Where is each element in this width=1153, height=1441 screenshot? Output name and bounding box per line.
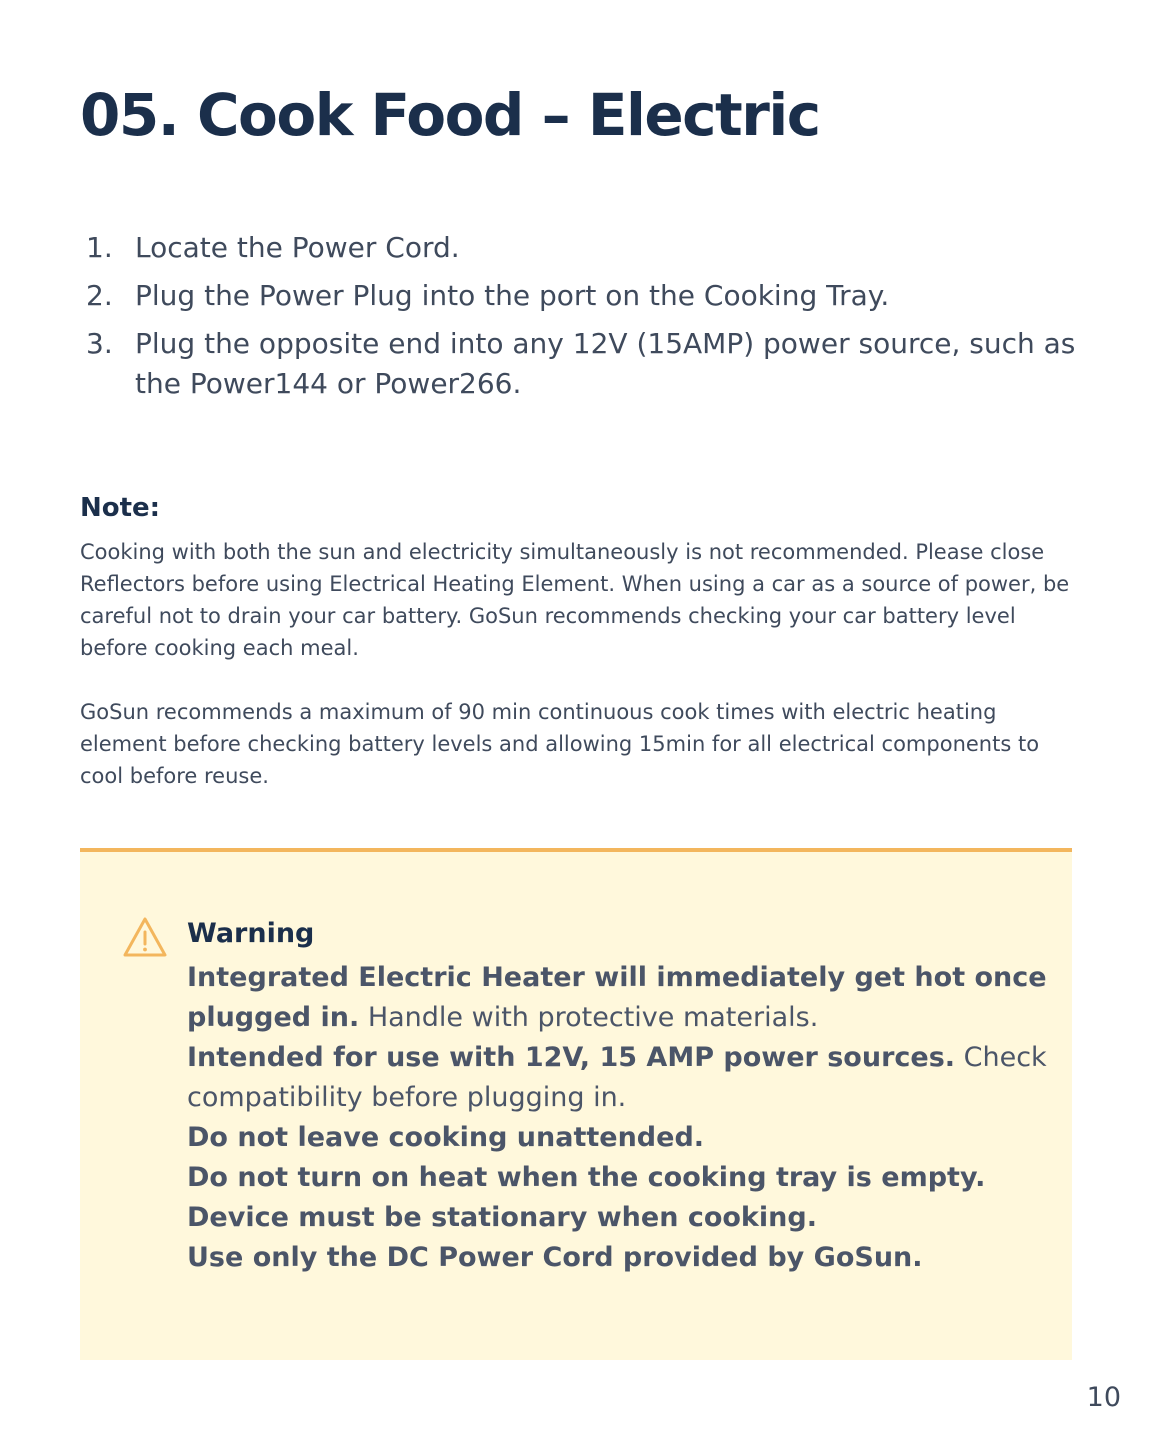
warning-bold-text: Integrated Electric Heater will immediately get hot once plugged in. <box>187 962 1047 1033</box>
warning-bold-text: Do not turn on heat when the cooking tray is empty. <box>187 1162 986 1193</box>
step-text: Plug the Power Plug into the port on the Cooking Tray. <box>135 279 890 312</box>
warning-text-span: Handle with protective materials. <box>367 1002 819 1033</box>
step-text: Plug the opposite end into any 12V (15AMP) power source, such as the Power144 or Power266. <box>135 327 1076 400</box>
note-paragraph: GoSun recommends a maximum of 90 min continuous cook times with electric heating element before checking battery levels and allowing 15min for all electrical components to cool before reuse. <box>80 700 1040 788</box>
warning-bold-text: Use only the DC Power Cord provided by GoSun. <box>187 1242 923 1273</box>
warning-content <box>187 910 1047 1278</box>
warning-box <box>80 848 1072 1360</box>
steps-list <box>86 228 1076 412</box>
warning-text <box>187 958 1047 1278</box>
step-text: Locate the Power Cord. <box>135 231 460 264</box>
list-item <box>86 276 1076 316</box>
warning-bold-text: Do not leave cooking unattended. <box>187 1122 705 1153</box>
warning-bold-text: Device must be stationary when cooking. <box>187 1202 817 1233</box>
page-title: 05. Cook Food – Electric <box>80 81 820 149</box>
list-item <box>86 324 1076 404</box>
step-number: 1. <box>86 231 113 264</box>
list-item <box>86 228 1076 268</box>
warning-title: Warning <box>187 918 315 949</box>
warning-triangle-icon <box>122 916 168 958</box>
warning-bold-text: Intended for use with 12V, 15 AMP power sources. <box>187 1042 956 1073</box>
note-paragraph: Cooking with both the sun and electricity simultaneously is not recommended. Please close Reflectors before using Electrical Heating Element. When using a car as a source of power, be careful not to drain your car battery. GoSun recommends checking your car battery level before cooking each meal. <box>80 540 1070 660</box>
step-number: 3. <box>86 327 113 360</box>
note-body <box>80 536 1072 824</box>
page-number: 10 <box>1086 1382 1121 1413</box>
note-heading: Note: <box>80 493 161 523</box>
warning-text-span: Check compatibility before plugging in. <box>187 1042 1047 1113</box>
step-number: 2. <box>86 279 113 312</box>
